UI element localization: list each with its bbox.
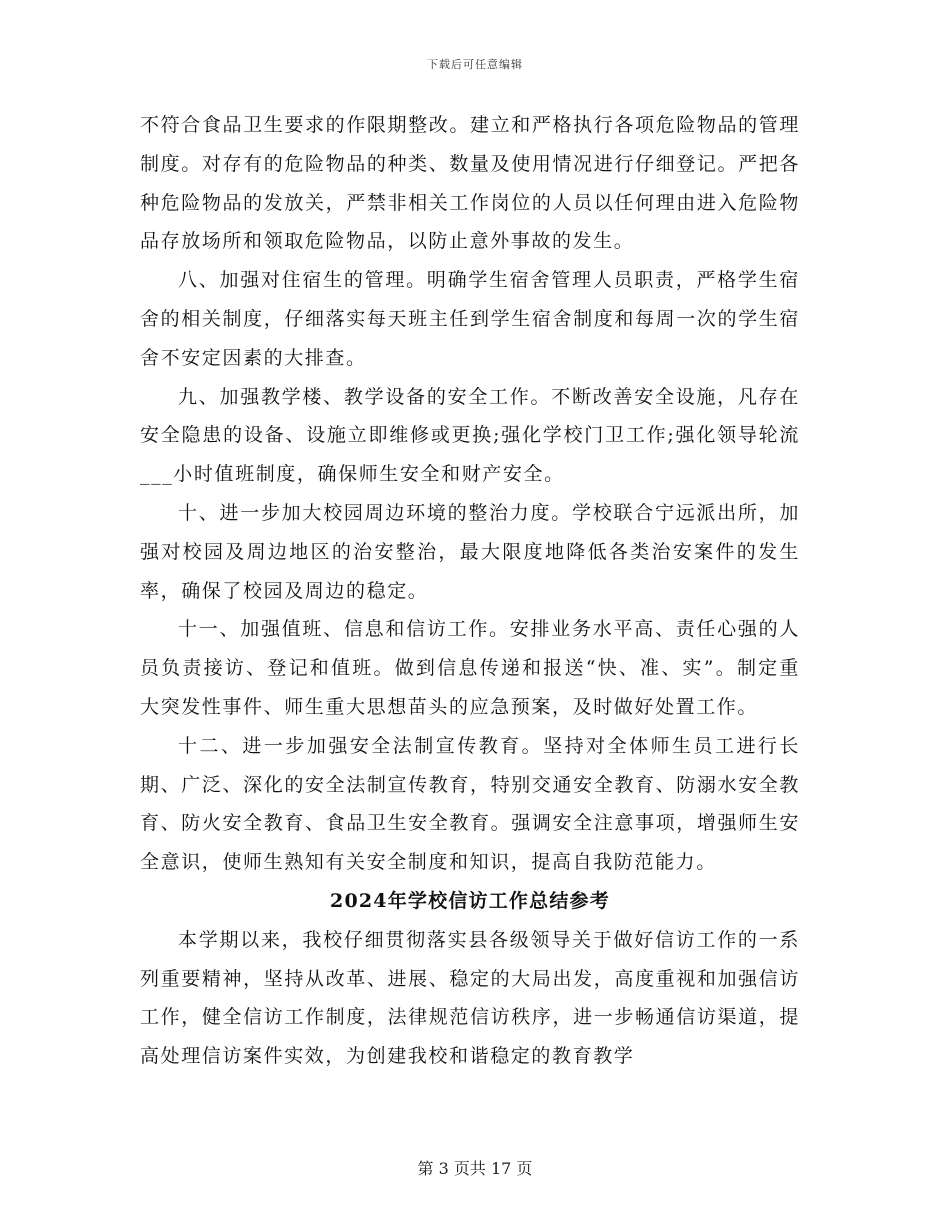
- paragraph-continuation: 不符合食品卫生要求的作限期整改。建立和严格执行各项危险物品的管理制度。对存有的危险物品的种类、数量及使用情况进行仔细登记。严把各种危险物品的发放关，严禁非相关工作岗位的人员以任何理由进入危险物品存放场所和领取危险物品，以防止意外事故的发生。: [140, 114, 800, 253]
- section-intro-paragraph: 本学期以来，我校仔细贯彻落实县各级领导关于做好信访工作的一系列重要精神，坚持从改革、进展、稳定的大局出发，高度重视和加强信访工作，健全信访工作制度，法律规范信访秩序，进一步畅通信访渠道，提高处理信访案件实效，为创建我校和谐稳定的教育教学: [140, 928, 800, 1068]
- paragraph-item-9: 九、加强教学楼、教学设备的安全工作。不断改善安全设施，凡存在安全隐患的设备、设施立即维修或更换;强化学校门卫工作;强化领导轮流___小时值班制度，确保师生安全和财产安全。: [140, 385, 800, 486]
- document-body: [140, 106, 800, 1076]
- page-number-footer: 第 3 页共 17 页: [417, 1159, 533, 1178]
- paragraph-item-12: 十二、进一步加强安全法制宣传教育。坚持对全体师生员工进行长期、广泛、深化的安全法制宣传教育，特别交通安全教育、防溺水安全教育、防火安全教育、食品卫生安全教育。强调安全注意事项，增强师生安全意识，使师生熟知有关安全制度和知识，提高自我防范能力。: [140, 734, 800, 874]
- paragraph-item-10: 十、进一步加大校园周边环境的整治力度。学校联合宁远派出所，加强对校园及周边地区的治安整治，最大限度地降低各类治安案件的发生率，确保了校园及周边的稳定。: [140, 501, 800, 602]
- page-header: 下载后可任意编辑: [427, 58, 523, 71]
- paragraph-item-8: 八、加强对住宿生的管理。明确学生宿舍管理人员职责，严格学生宿舍的相关制度，仔细落实每天班主任到学生宿舍制度和每周一次的学生宿舍不安定因素的大排查。: [140, 269, 800, 369]
- section-title: 2024年学校信访工作总结参考: [330, 889, 610, 912]
- paragraph-item-11: 十一、加强值班、信息和信访工作。安排业务水平高、责任心强的人员负责接访、登记和值班。做到信息传递和报送“快、准、实”。制定重大突发性事件、师生重大思想苗头的应急预案，及时做好处置工作。: [140, 618, 800, 718]
